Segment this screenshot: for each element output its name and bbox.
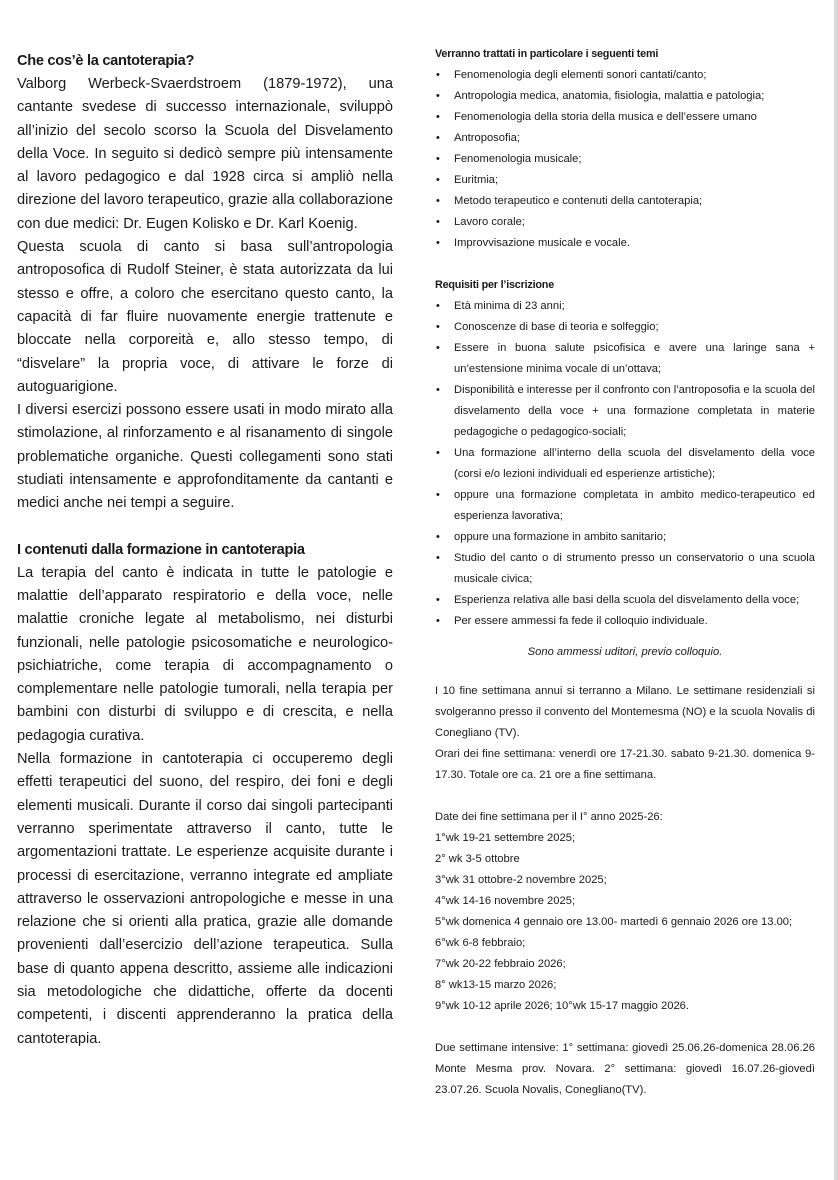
page-edge xyxy=(834,0,838,1180)
section-title-cantoterapia: Che cos’è la cantoterapia? xyxy=(17,53,195,69)
list-item: • Antroposofia; xyxy=(435,128,815,149)
list-item: • Essere in buona salute psicofisica e avere una laringe sana + un’estensione minima vocale di un’ottava; xyxy=(435,338,815,380)
list-item: • Improvvisazione musicale e vocale. xyxy=(435,233,815,254)
date-line: 9°wk 10-12 aprile 2026; 10°wk 15-17 maggio 2026. xyxy=(435,1000,689,1012)
list-item: • oppure una formazione in ambito sanitario; xyxy=(435,527,815,548)
date-line: 8° wk13-15 marzo 2026; xyxy=(435,979,557,991)
date-line: 4°wk 14-16 novembre 2025; xyxy=(435,895,576,907)
list-item: • Per essere ammessi fa fede il colloquio individuale. xyxy=(435,611,815,632)
list-item: • Lavoro corale; xyxy=(435,212,815,233)
left-column xyxy=(17,50,393,1051)
list-item: • Disponibilità e interesse per il confronto con l’antroposofia e la scuola del disvelamento della voce + una formazione completata in materie pedagogiche o pedagogico-sociali; xyxy=(435,380,815,443)
requirements-list xyxy=(435,296,815,632)
list-item: • oppure una formazione completata in ambito medico-terapeutico ed esperienza lavorativa; xyxy=(435,485,815,527)
paragraph-training: Nella formazione in cantoterapia ci occuperemo degli effetti terapeutici del suono, del respiro, dei foni e degli elementi musicali. Durante il corso dai singoli partecipanti verranno sperimentate attraverso il canto, tutte le argomentazioni trattate. Le esperienze acquisite durante i processi di esercitazione, verranno integrate ed ampliate attraverso le osservazioni antropologiche e messe in una relazione che si orienti alla pratica, grazie alle domande provenienti dall’esercizio dell’azione terapeutica. Sulla base di quanto appena descritto, assieme alle indicazioni sia metodologiche che didattiche, offerte da docenti competenti, i discenti apprenderanno la pratica della cantoterapia. xyxy=(17,751,393,1047)
topics-list xyxy=(435,65,815,254)
date-line: 1°wk 19-21 settembre 2025; xyxy=(435,832,576,844)
intensive-paragraph: Due settimane intensive: 1° settimana: giovedì 25.06.26-domenica 28.06.26 Monte Mesma prov. Novara. 2° settimana: giovedì 16.07.26-giovedì 23.07.26. Scuola Novalis, Conegliano(TV). xyxy=(435,1042,815,1096)
dates-title: Date dei fine settimana per il I° anno 2025-26: xyxy=(435,811,663,823)
schedule-paragraph: I 10 fine settimana annui si terranno a Milano. Le settimane residenziali si svolgeranno presso il convento del Montemesma (NO) e la scuola Novalis di Conegliano (TV). xyxy=(435,685,815,739)
list-item: • Studio del canto o di strumento presso un conservatorio o una scuola musicale civica; xyxy=(435,548,815,590)
list-item: • Metodo terapeutico e contenuti della cantoterapia; xyxy=(435,191,815,212)
auditors-note: Sono ammessi uditori, previo colloquio. xyxy=(527,646,723,658)
list-item: • Conoscenze di base di teoria e solfeggio; xyxy=(435,317,815,338)
date-line: 2° wk 3-5 ottobre xyxy=(435,853,520,865)
list-item: • Età minima di 23 anni; xyxy=(435,296,815,317)
right-column xyxy=(435,44,815,1101)
paragraph-indications: La terapia del canto è indicata in tutte le patologie e malattie dell’apparato respiratorio e della voce, nelle malattie croniche legate al metabolismo, nei disturbi funzionali, nelle patologie psicosomatiche e neurologico-psichiatriche, come terapia di accompagnamento o complementare nelle patologie tumorali, nella terapia per bambini con disturbi di sviluppo e di crescita, e nella pedagogia curativa. xyxy=(17,564,393,744)
requirements-title: Requisiti per l’iscrizione xyxy=(435,279,554,291)
section-title-contents: I contenuti dalla formazione in cantoterapia xyxy=(17,541,305,558)
paragraph-exercises: I diversi esercizi possono essere usati in modo mirato alla stimolazione, al rinforzamento e al risanamento di singole problematiche organiche. Questi collegamenti sono stati studiati intensamente e approfonditamente da cantanti e medici anche nei tempi a seguire. xyxy=(17,402,393,512)
list-item: • Fenomenologia degli elementi sonori cantati/canto; xyxy=(435,65,815,86)
date-line: 7°wk 20-22 febbraio 2026; xyxy=(435,958,566,970)
list-item: • Esperienza relativa alle basi della scuola del disvelamento della voce; xyxy=(435,590,815,611)
list-item: • Euritmia; xyxy=(435,170,815,191)
topics-title: Verranno trattati in particolare i seguenti temi xyxy=(435,48,659,60)
list-item: • Fenomenologia della storia della musica e dell’essere umano xyxy=(435,107,815,128)
paragraph-history: Valborg Werbeck-Svaerdstroem (1879-1972), una cantante svedese di successo internazionale, sviluppò all’inizio del secolo scorso la Scuola del Disvelamento della Voce. In seguito si dedicò sempre più intensamente al lavoro pedagogico e dal 1928 circa si ampliò nella direzione del lavoro terapeutico, grazie alla collaborazione con due medici: Dr. Eugen Kolisko e Dr. Karl Koenig. xyxy=(17,76,393,232)
list-item: • Una formazione all’interno della scuola del disvelamento della voce (corsi e/o lezioni individuali ed esperienze artistiche); xyxy=(435,443,815,485)
list-item: • Antropologia medica, anatomia, fisiologia, malattia e patologia; xyxy=(435,86,815,107)
date-line: 6°wk 6-8 febbraio; xyxy=(435,937,526,949)
date-line: 5°wk domenica 4 gennaio ore 13.00- martedì 6 gennaio 2026 ore 13.00; xyxy=(435,916,793,928)
list-item: • Fenomenologia musicale; xyxy=(435,149,815,170)
date-line: 3°wk 31 ottobre-2 novembre 2025; xyxy=(435,874,607,886)
paragraph-school: Questa scuola di canto si basa sull’antropologia antroposofica di Rudolf Steiner, è stata autorizzata da lui stesso e offre, a coloro che esercitano questo canto, la capacità di far fluire nuovamente energie trattenute e bloccate nella corporeità e, allo stesso tempo, di “disvelare” la propria voce, di attivare le forze di autoguarigione. xyxy=(17,239,393,395)
hours-paragraph: Orari dei fine settimana: venerdì ore 17-21.30. sabato 9-21.30. domenica 9-17.30. Totale ore ca. 21 ore a fine settimana. xyxy=(435,748,815,781)
